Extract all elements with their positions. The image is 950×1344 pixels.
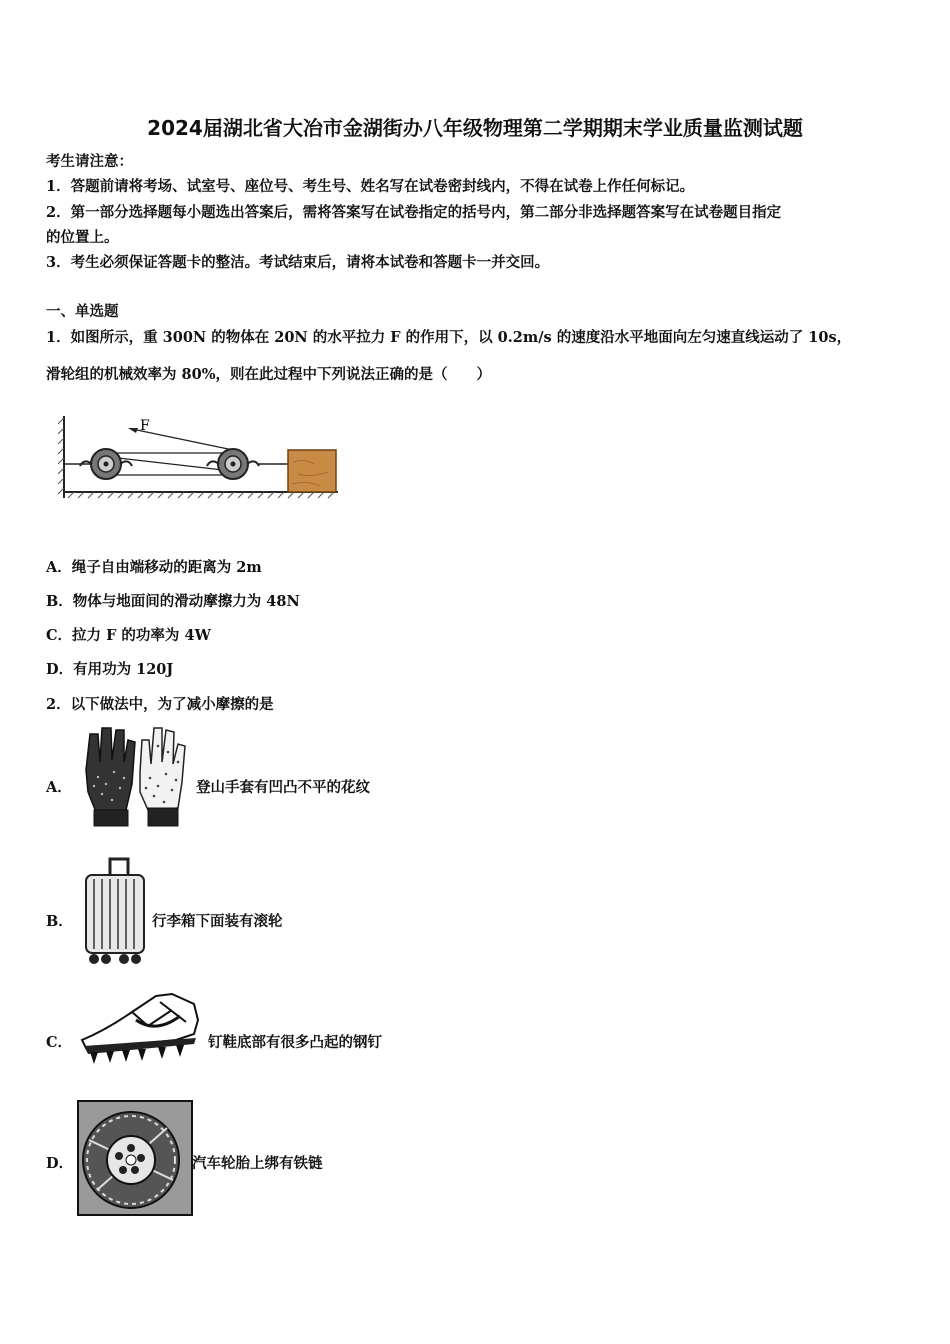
q1-stem-line1: 1．如图所示，重 300N 的物体在 20N 的水平拉力 F 的作用下，以 0.2m/s 的速度沿水平地面向左匀速直线运动了 10s，: [46, 329, 852, 346]
notice-item-2-continued: 的位置上。: [46, 229, 119, 246]
q2-option-c-text: 钉鞋底部有很多凸起的钢钉: [208, 1034, 382, 1051]
q1-option-c: C．拉力 F 的功率为 4W: [46, 627, 211, 644]
q1-option-b: B．物体与地面间的滑动摩擦力为 48N: [46, 593, 300, 610]
exam-title: 2024届湖北省大冶市金湖街办八年级物理第二学期期末学业质量监测试题: [147, 116, 803, 140]
force-label: F: [140, 418, 150, 434]
q2-option-a-text: 登山手套有凹凸不平的花纹: [196, 779, 370, 796]
q1-option-d: D．有用功为 120J: [46, 661, 174, 678]
q2-option-b-letter: B．: [46, 913, 73, 930]
q2-option-a-letter: A．: [46, 779, 72, 796]
section-heading: 一、单选题: [46, 303, 119, 320]
q2-option-d-letter: D．: [46, 1155, 74, 1172]
pulley-figure: [58, 412, 343, 504]
notice-item-2: 2．第一部分选择题每小题选出答案后，需将答案写在试卷指定的括号内，第二部分非选择题答案写在试卷题目指定: [46, 204, 782, 221]
tire-chain-image: [77, 1100, 193, 1216]
q2-stem: 2．以下做法中，为了减小摩擦的是: [46, 696, 274, 713]
q2-option-b-text: 行李箱下面装有滚轮: [152, 913, 283, 930]
q2-option-d-text: 汽车轮胎上绑有铁链: [192, 1155, 323, 1172]
suitcase-image: [80, 855, 148, 967]
q1-stem-line2: 滑轮组的机械效率为 80%，则在此过程中下列说法正确的是（ ）: [46, 366, 492, 383]
q1-option-a: A．绳子自由端移动的距离为 2m: [46, 559, 262, 576]
spiked-shoe-image: [76, 990, 202, 1070]
gloves-image: [78, 722, 193, 832]
q2-option-c-letter: C．: [46, 1034, 73, 1051]
notice-item-1: 1．答题前请将考场、试室号、座位号、考生号、姓名写在试卷密封线内，不得在试卷上作任何标记。: [46, 178, 695, 195]
notice-item-3: 3．考生必须保证答题卡的整洁。考试结束后，请将本试卷和答题卡一并交回。: [46, 254, 550, 271]
notice-heading: 考生请注意：: [46, 153, 133, 170]
